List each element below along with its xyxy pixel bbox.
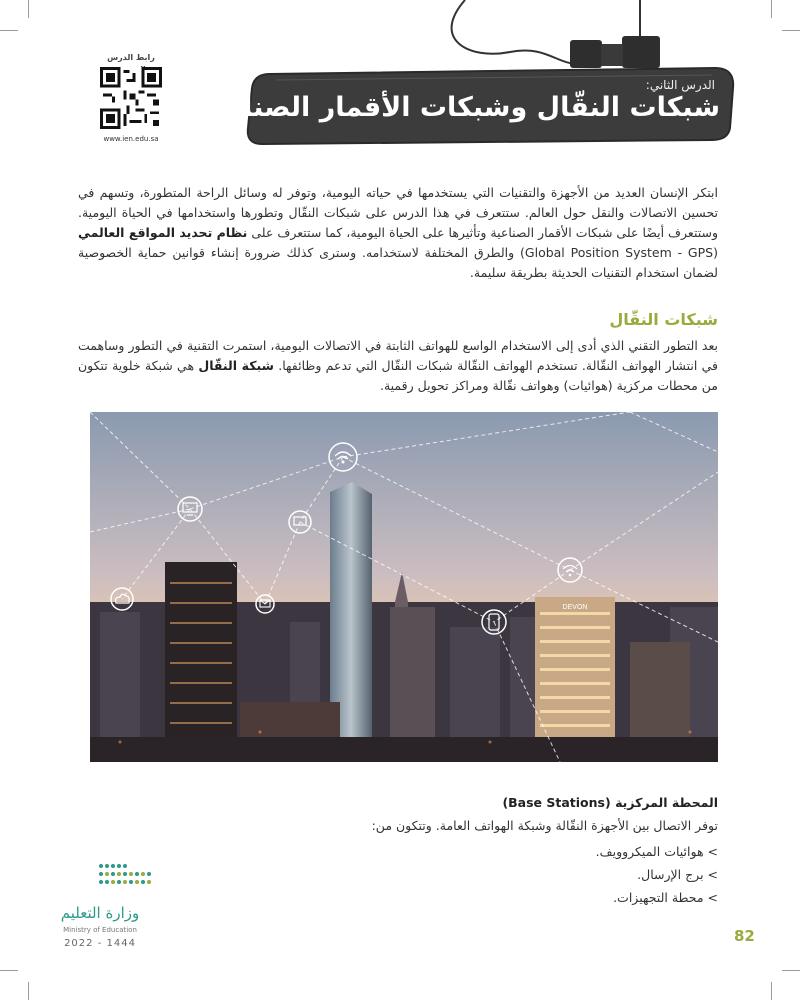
- section-paragraph: [78, 336, 718, 396]
- ministry-name-en: Ministry of Education: [63, 926, 137, 934]
- section-bold: شبكة النقّال: [198, 358, 274, 373]
- qr-code[interactable]: [100, 67, 162, 129]
- lesson-subtitle: الدرس الثاني:: [645, 78, 715, 92]
- lesson-title: شبكات النقّال وشبكات الأقمار الصناعية: [197, 92, 720, 123]
- base-stations-description: توفر الاتصال بين الأجهزة النقّالة وشبكة الهواتف العامة. وتتكون من:: [371, 818, 718, 833]
- qr-label: رابط الدرس: [107, 53, 155, 62]
- building-sign: DEVON: [562, 604, 588, 611]
- city-network-photo: [90, 412, 718, 762]
- section-text-2: هي شبكة خلوية تتكون من محطات مركزية (هوائيات) وهواتف نقّالة ومراكز تحويل رقمية.: [78, 358, 718, 393]
- intro-text-2: (Global Position System - GPS) والطرق المختلفة لاستخدامه. وسترى كذلك ضرورة إنشاء قوانين حماية الخصوصية لضمان استخدام التقنيات الحديثة بطريقة سليمة.: [78, 245, 718, 280]
- ministry-name-ar: وزارة التعليم: [60, 904, 140, 922]
- list-item: > هوائيات الميكروويف.: [595, 844, 718, 859]
- qr-url[interactable]: www.ien.edu.sa: [103, 135, 159, 143]
- edition-year: 2022 - 1444: [64, 938, 136, 949]
- crop-mark: [28, 982, 29, 1000]
- list-item: > محطة التجهيزات.: [613, 890, 718, 905]
- intro-text-1: ابتكر الإنسان العديد من الأجهزة والتقنيات التي يستخدمها في حياته اليومية، وتوفر له وسائل الراحة المتطورة، وتسهم في تحسين الاتصالات والنقل حول العالم. ستتعرف في هذا الدرس على شبكات النقّال وتطورها واستخدامها في الحياة اليومية. وستتعرف أيضًا على شبكات الأقمار الصناعية وتأثيرها على الحياة اليومية، كما ستتعرف على: [78, 185, 718, 240]
- intro-paragraph: [78, 183, 718, 283]
- base-stations-title: المحطة المركزية (Base Stations): [502, 795, 718, 810]
- ministry-dots-icon: [55, 858, 155, 898]
- list-item: > برج الإرسال.: [637, 867, 718, 882]
- crop-mark: [782, 970, 800, 971]
- ministry-logo: [55, 858, 205, 958]
- intro-bold: نظام تحديد المواقع العالمي: [78, 225, 248, 240]
- crop-mark: [771, 982, 772, 1000]
- qr-code-box[interactable]: [92, 52, 170, 150]
- section-text-1: بعد التطور التقني الذي أدى إلى الاستخدام الواسع للهواتف الثابتة في الاتصالات اليومية، استمرت التقنية في التطور وساهمت في انتشار الهواتف النقّالة. تستخدم الهواتف النقّالة شبكات النقّال التي تدعم وظائفها.: [78, 338, 718, 373]
- section-title: شبكات النقّال: [609, 310, 718, 329]
- crop-mark: [0, 970, 18, 971]
- page-number: 82: [734, 927, 755, 945]
- base-stations-list: [450, 840, 718, 909]
